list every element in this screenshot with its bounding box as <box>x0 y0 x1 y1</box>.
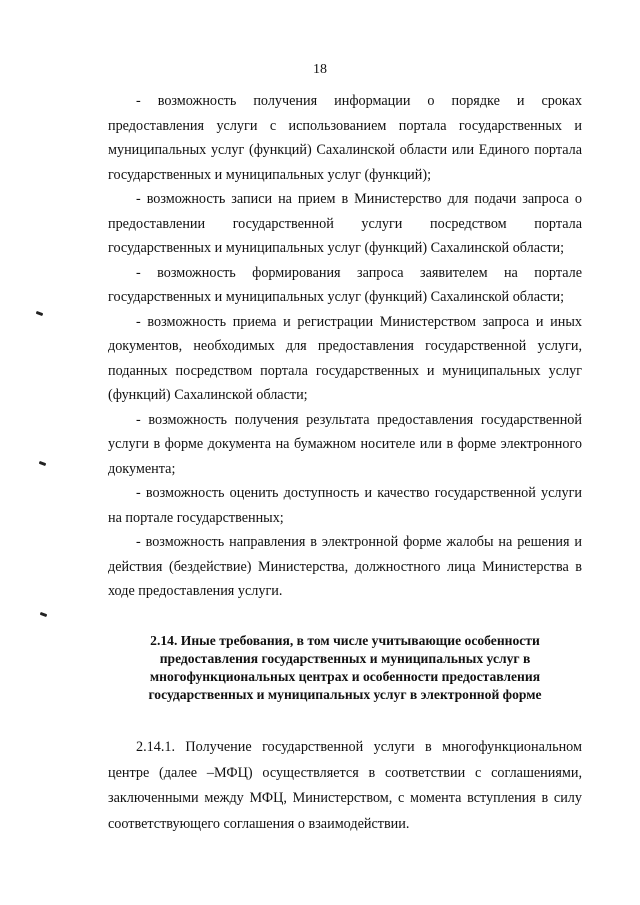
scan-mark <box>39 461 47 466</box>
list-item: - возможность формирования запроса заявителем на портале государственных и муниципальных услуг (функций) Сахалинской области; <box>108 264 582 305</box>
section-heading-line: государственных и муниципальных услуг в электронной форме <box>148 687 542 702</box>
section-heading-line: предоставления государственных и муниципальных услуг в <box>159 651 531 666</box>
list-item: - возможность приема и регистрации Министерством запроса и иных документов, необходимых для предоставления государственной услуги, поданных посредством портала государственных и муниципальных услуг (функций) Сахалинской области; <box>108 313 582 403</box>
list-item: - возможность записи на прием в Министерство для подачи запроса о предоставлении государственной услуги посредством портала государственных и муниципальных услуг (функций) Сахалинской области; <box>108 191 582 256</box>
section-heading-line: 2.14. Иные требования, в том числе учитывающие особенности <box>150 633 540 648</box>
list-item: - возможность оценить доступность и качество государственной услуги на портале государственных; <box>108 485 582 526</box>
section-heading-line: многофункциональных центрах и особенности предоставления <box>149 669 541 684</box>
scan-mark <box>40 612 48 617</box>
list-item: - возможность направления в электронной форме жалобы на решения и действия (бездействие) Министерства, должностного лица Министерства в ходе предоставления услуги. <box>108 534 582 599</box>
list-item: - возможность получения информации о порядке и сроках предоставления услуги с использованием портала государственных и муниципальных услуг (функций) Сахалинской области или Единого портала государственных и муниципальных услуг (функций); <box>108 93 582 183</box>
page-number: 18 <box>313 62 327 77</box>
scan-mark <box>36 311 44 316</box>
requirements-list <box>108 89 582 604</box>
section-body <box>108 735 582 837</box>
body-paragraph: 2.14.1. Получение государственной услуги в многофункциональном центре (далее –МФЦ) осуществляется в соответствии с соглашениями, заключенными между МФЦ, Министерством, с момента вступления в силу соответствующего соглашения о взаимодействии. <box>108 739 582 832</box>
section-heading <box>108 632 582 704</box>
list-item: - возможность получения результата предоставления государственной услуги в форме документа на бумажном носителе или в форме электронного документа; <box>108 411 582 477</box>
